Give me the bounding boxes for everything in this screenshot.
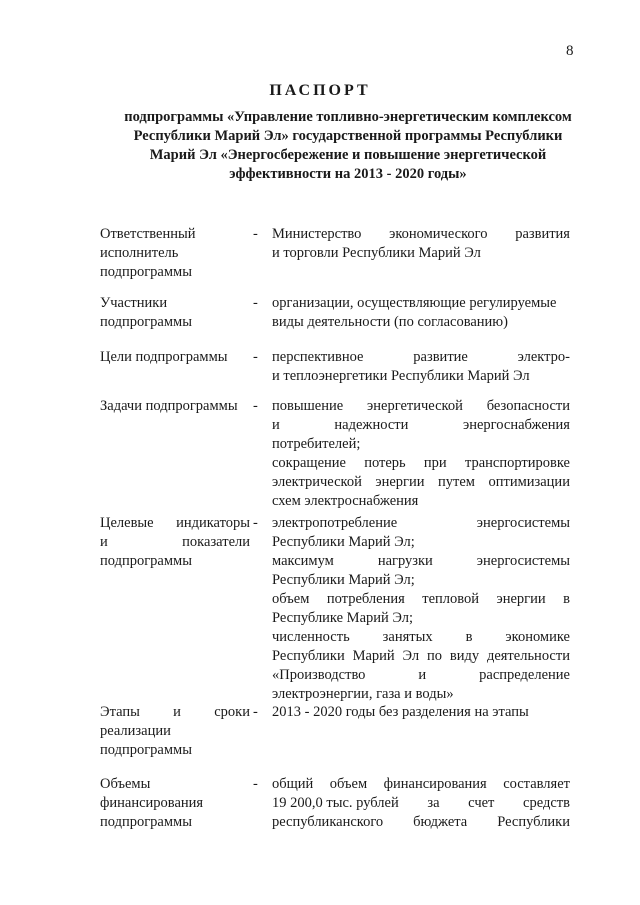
label-word: индикаторы — [176, 515, 250, 531]
value-word: «Производство — [272, 667, 366, 683]
value-word: Республики — [497, 814, 570, 830]
row-value-line — [272, 416, 570, 435]
row-dash: - — [253, 226, 258, 242]
row-value — [272, 397, 570, 511]
row-value-line — [272, 552, 570, 571]
value-word: и теплоэнергетики Республики Марий Эл — [272, 368, 530, 384]
row-value-line — [272, 813, 570, 832]
row-value-line — [272, 492, 570, 511]
row-value-line — [272, 571, 570, 590]
value-word: при — [423, 455, 447, 471]
value-word: виду — [449, 648, 480, 664]
value-word: республиканского — [272, 814, 384, 830]
value-word: объем — [272, 591, 310, 607]
row-value — [272, 348, 570, 386]
value-word: деятельности — [486, 648, 570, 664]
value-word: Марий — [352, 648, 395, 664]
value-word: потребления — [326, 591, 405, 607]
row-label-line: Объемы — [100, 776, 151, 792]
value-word: транспортировке — [464, 455, 570, 471]
row-label — [100, 348, 250, 367]
value-word: безопасности — [486, 398, 570, 414]
value-word: по — [427, 648, 443, 664]
row-label-line — [100, 533, 250, 552]
row-label-line: подпрограммы — [100, 314, 192, 330]
label-word: и — [100, 534, 108, 550]
label-word: Этапы — [100, 704, 140, 720]
value-word: Республике Марий Эл; — [272, 610, 414, 626]
value-word: энергосистемы — [476, 515, 570, 531]
value-word: счет — [468, 795, 495, 811]
row-value-line — [272, 703, 570, 722]
value-word: численность — [272, 629, 350, 645]
value-word: повышение — [272, 398, 344, 414]
row-label-line — [100, 703, 250, 722]
document-title: ПАСПОРТ — [269, 82, 371, 99]
value-word: энергосистемы — [476, 553, 570, 569]
label-word: Целевые — [100, 515, 154, 531]
row-value-line — [272, 397, 570, 416]
row-value — [272, 775, 570, 832]
subtitle-line: Республики Марий Эл» государственной программы Республики — [133, 128, 563, 144]
value-word: потребителей; — [272, 436, 361, 452]
row-dash: - — [253, 398, 258, 414]
row-value-line — [272, 590, 570, 609]
row-value-line — [272, 473, 570, 492]
page-number: 8 — [566, 43, 574, 59]
row-value-line — [272, 313, 570, 332]
value-word: электроэнергии, газа и воды» — [272, 686, 454, 702]
value-word: Эл — [402, 648, 420, 664]
value-word: нагрузки — [377, 553, 433, 569]
value-word: средств — [523, 795, 570, 811]
row-value — [272, 514, 570, 704]
row-label-line: подпрограммы — [100, 742, 192, 758]
label-word: и — [173, 704, 181, 720]
value-word: объем — [329, 776, 368, 792]
value-word: общий — [272, 776, 314, 792]
value-word: схем электроснабжения — [272, 493, 419, 509]
row-value-line — [272, 647, 570, 666]
value-word: надежности — [334, 417, 409, 433]
row-value-line — [272, 685, 570, 704]
value-word: сокращение — [272, 455, 346, 471]
row-value-line — [272, 225, 570, 244]
row-label-line: Ответственный — [100, 226, 196, 242]
value-word: организации, осуществляющие регулируемые — [272, 295, 557, 311]
value-word: энергетической — [367, 398, 463, 414]
value-word: в — [563, 591, 570, 607]
value-word: экономике — [505, 629, 570, 645]
row-label-line: Задачи подпрограммы — [100, 398, 238, 414]
row-label — [100, 703, 250, 760]
row-value — [272, 225, 570, 263]
row-label — [100, 775, 250, 832]
row-value-line — [272, 794, 570, 813]
value-word: тепловой — [422, 591, 480, 607]
row-value — [272, 703, 570, 722]
value-word: Республики Марий Эл; — [272, 534, 415, 550]
value-word: электро- — [517, 349, 570, 365]
row-label-line: подпрограммы — [100, 814, 192, 830]
row-label — [100, 294, 250, 332]
value-word: путем — [438, 474, 475, 490]
value-word: развития — [515, 226, 570, 242]
value-word: и — [418, 667, 427, 683]
value-word: оптимизации — [488, 474, 570, 490]
row-dash: - — [253, 704, 258, 720]
value-word: и торговли Республики Марий Эл — [272, 245, 481, 261]
value-word: Республики — [272, 648, 345, 664]
row-label-line: реализации — [100, 723, 171, 739]
row-label-line: Участники — [100, 295, 168, 311]
value-word: энергии — [496, 591, 546, 607]
row-value-line — [272, 628, 570, 647]
row-label-line — [100, 514, 250, 533]
value-word: электрической — [272, 474, 362, 490]
row-value-line — [272, 244, 570, 263]
value-word: занятых — [382, 629, 433, 645]
value-word: виды деятельности (по согласованию) — [272, 314, 508, 330]
subtitle-line: эффективности на 2013 - 2020 годы» — [229, 166, 467, 182]
row-label-line: подпрограммы — [100, 264, 192, 280]
label-word: показатели — [182, 534, 250, 550]
value-word: энергии — [375, 474, 425, 490]
row-value-line — [272, 348, 570, 367]
row-value-line — [272, 609, 570, 628]
value-word: и — [272, 417, 280, 433]
row-label-line: подпрограммы — [100, 553, 192, 569]
value-word: составляет — [503, 776, 570, 792]
row-label — [100, 397, 250, 416]
value-word: 19 200,0 тыс. рублей — [272, 795, 399, 811]
row-dash: - — [253, 349, 258, 365]
document-subtitle — [108, 108, 588, 184]
value-word: электропотребление — [272, 515, 398, 531]
value-word: экономического — [389, 226, 488, 242]
subtitle-line: подпрограммы «Управление топливно-энергетическим комплексом — [124, 109, 572, 125]
row-dash: - — [253, 776, 258, 792]
row-value-line — [272, 514, 570, 533]
value-word: в — [465, 629, 473, 645]
row-label — [100, 514, 250, 571]
value-word: потерь — [364, 455, 406, 471]
row-value-line — [272, 367, 570, 386]
row-dash: - — [253, 515, 258, 531]
row-value-line — [272, 533, 570, 552]
row-value-line — [272, 775, 570, 794]
value-word: развитие — [413, 349, 468, 365]
row-label-line: финансирования — [100, 795, 204, 811]
subtitle-line: Марий Эл «Энергосбережение и повышение энергетической — [149, 147, 547, 163]
row-value-line — [272, 294, 570, 313]
value-word: за — [427, 795, 440, 811]
value-word: энергоснабжения — [463, 417, 570, 433]
label-word: сроки — [214, 704, 250, 720]
value-word: Республики Марий Эл; — [272, 572, 415, 588]
row-value — [272, 294, 570, 332]
row-value-line — [272, 666, 570, 685]
value-word: распределение — [479, 667, 570, 683]
value-word: бюджета — [413, 814, 468, 830]
row-dash: - — [253, 295, 258, 311]
value-word: максимум — [272, 553, 334, 569]
value-word: финансирования — [383, 776, 487, 792]
value-word: перспективное — [272, 349, 364, 365]
row-label — [100, 225, 250, 282]
value-word: 2013 - 2020 годы без разделения на этапы — [272, 704, 529, 720]
row-label-line: Цели подпрограммы — [100, 349, 228, 365]
row-value-line — [272, 454, 570, 473]
value-word: Министерство — [272, 226, 362, 242]
row-value-line — [272, 435, 570, 454]
row-label-line: исполнитель — [100, 245, 179, 261]
